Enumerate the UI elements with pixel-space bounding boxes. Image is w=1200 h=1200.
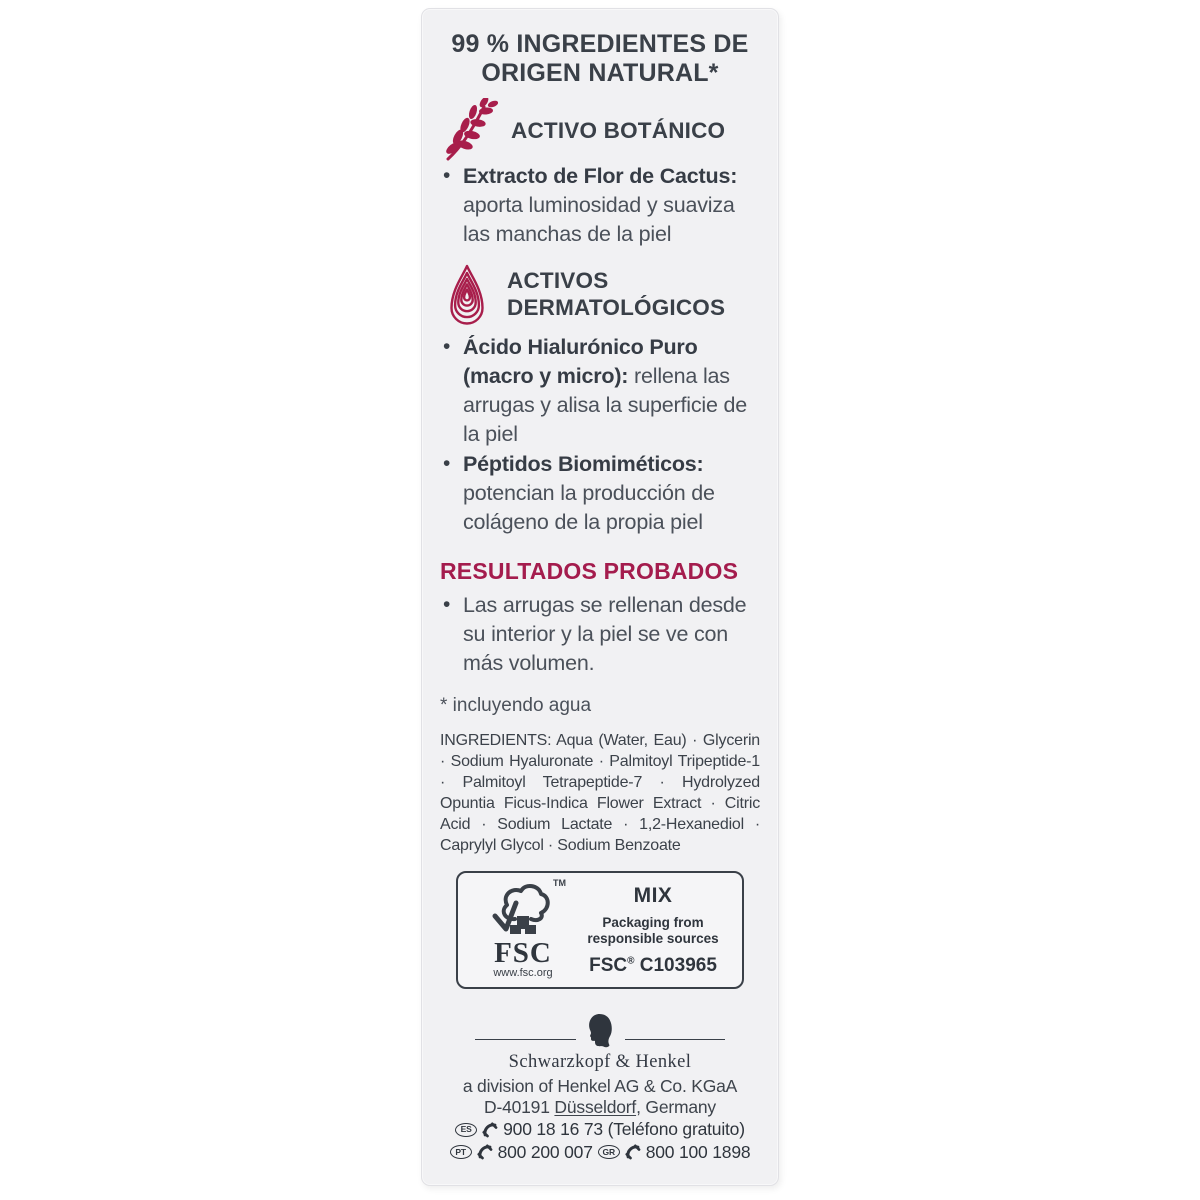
- bullet-body-text: potencian la producción de colágeno de la propia piel: [463, 481, 715, 534]
- product-back-panel: [421, 8, 779, 1186]
- bullet-body-text: aporta luminosidad y suaviza las manchas de la piel: [463, 193, 735, 246]
- logo-rule-right: [625, 1039, 726, 1041]
- section-results-title: RESULTADOS PROBADOS: [440, 558, 739, 584]
- phone-number-pt: 800 200 007: [497, 1141, 593, 1162]
- phone-number-es: 900 18 16 73 (Teléfono gratuito): [503, 1119, 745, 1139]
- bullet-body-text: rellena las arrugas y alisa la superficie de la piel: [463, 364, 747, 446]
- address-postcode: D-40191: [484, 1097, 555, 1117]
- list-item: [440, 591, 760, 678]
- panel-title: [440, 30, 760, 88]
- fsc-code-prefix: FSC: [589, 954, 628, 976]
- botanical-bullet-list: [440, 162, 760, 249]
- ingredients-list: INGREDIENTS: Aqua (Water, Eau) · Glycerin · Sodium Hyaluronate · Palmitoyl Tripeptide-1 · Palmitoyl Tetrapeptide-7 · Hydrolyzed Opuntia Ficus-Indica Flower Extract · Citric Acid · Sodium Lactate · 1,2-Hexanediol · Caprylyl Glycol · Sodium Benzoate: [440, 732, 760, 854]
- address-line: [440, 1097, 760, 1118]
- schwarzkopf-head-icon: [585, 1013, 616, 1051]
- trademark-symbol: TM: [553, 877, 566, 888]
- fsc-logo: [472, 877, 574, 979]
- schwarzkopf-logo: [475, 1013, 725, 1051]
- footnote: * incluyendo agua: [440, 695, 592, 716]
- section-dermatological-title: [507, 267, 725, 321]
- phone-icon: [482, 1122, 498, 1138]
- bullet-bold-text: Péptidos Biomiméticos:: [463, 452, 704, 476]
- list-item: [440, 450, 760, 537]
- address-country: , Germany: [636, 1097, 716, 1117]
- list-item: [440, 333, 760, 449]
- derm-title-line-2: DERMATOLÓGICOS: [507, 295, 726, 320]
- address-city: Düsseldorf: [554, 1097, 637, 1117]
- fsc-desc-line-1: Packaging from: [602, 914, 704, 930]
- phone-icon: [477, 1144, 493, 1160]
- fsc-text-block: [574, 884, 732, 977]
- fsc-license-code: [574, 955, 732, 977]
- fsc-certification-label: [456, 871, 744, 989]
- country-badge-pt: PT: [450, 1145, 472, 1159]
- section-dermatological-header: [440, 263, 760, 325]
- fsc-url: www.fsc.org: [493, 966, 553, 979]
- dermatological-bullet-list: [440, 333, 760, 537]
- phone-line-es: [440, 1119, 760, 1141]
- section-botanical-header: [440, 98, 760, 162]
- results-bullet-list: [440, 591, 760, 678]
- manufacturer-footer: [440, 1013, 760, 1163]
- logo-rule-left: [475, 1039, 576, 1041]
- section-botanical-title: ACTIVO BOTÁNICO: [511, 117, 726, 143]
- phone-number-gr: 800 100 1898: [645, 1141, 751, 1162]
- registered-symbol: ®: [627, 955, 635, 967]
- water-drop-icon: [440, 263, 494, 325]
- title-line-2: ORIGEN NATURAL*: [481, 59, 719, 87]
- bullet-body-text: Las arrugas se rellenan desde su interior y la piel se ve con más volumen.: [463, 593, 747, 675]
- country-badge-gr: GR: [598, 1145, 620, 1159]
- phone-icon: [625, 1144, 641, 1160]
- derm-title-line-1: ACTIVOS: [507, 268, 609, 293]
- bullet-bold-text: Extracto de Flor de Cactus:: [463, 164, 738, 188]
- country-badge-es: ES: [455, 1123, 477, 1137]
- fsc-code-number: C103965: [639, 954, 717, 976]
- phone-line-pt-gr: [440, 1142, 760, 1164]
- botanical-branch-icon: [440, 98, 498, 162]
- fsc-desc-line-2: responsible sources: [587, 930, 719, 946]
- list-item: [440, 162, 760, 249]
- division-line: a division of Henkel AG & Co. KGaA: [462, 1076, 738, 1096]
- fsc-tree-checkmark-icon: [472, 882, 574, 940]
- bullet-bold-text: Ácido Hialurónico Puro (macro y micro):: [463, 335, 698, 388]
- title-line-1: 99 % INGREDIENTES DE: [451, 30, 749, 58]
- fsc-mix-label: MIX: [633, 883, 673, 907]
- fsc-acronym: FSC: [494, 936, 552, 969]
- brand-name: Schwarzkopf & Henkel: [508, 1052, 692, 1072]
- fsc-description: [574, 915, 732, 947]
